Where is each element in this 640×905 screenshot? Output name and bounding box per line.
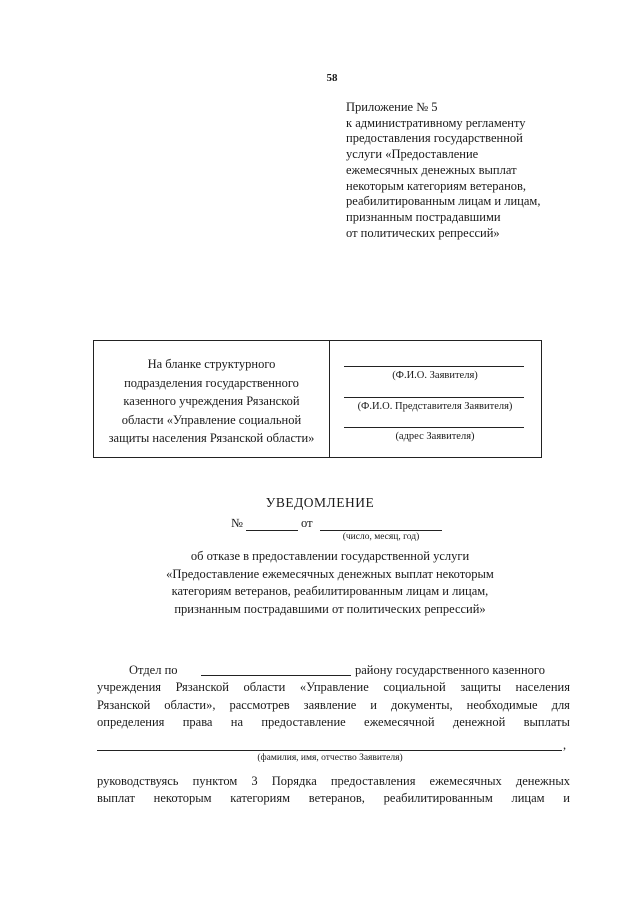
applicant-name-line bbox=[344, 366, 524, 367]
from-label: от bbox=[301, 516, 313, 530]
appendix-heading bbox=[346, 100, 596, 241]
appendix-line: услуги «Предоставление bbox=[346, 147, 479, 162]
appendix-line: предоставления государственной bbox=[346, 131, 523, 146]
appendix-line: признанным пострадавшими bbox=[346, 209, 501, 224]
district-text: району государственного казенного bbox=[355, 663, 546, 677]
issuer-line: области «Управление социальной bbox=[121, 412, 302, 427]
representative-line bbox=[344, 397, 524, 398]
date-caption: (число, месяц, год) bbox=[342, 532, 420, 542]
issuer-line: На бланке структурного bbox=[147, 357, 276, 371]
subject-line: «Предоставление ежемесячных денежных выплат некоторым bbox=[166, 566, 494, 581]
body-paragraph-2 bbox=[97, 773, 570, 808]
body-line: руководствуясь пунктом 3 Порядка предоставления ежемесячных денежных bbox=[97, 774, 570, 788]
header-table bbox=[93, 340, 542, 458]
address-line bbox=[344, 427, 524, 428]
line-end-comma: , bbox=[563, 738, 567, 752]
applicant-fio-line bbox=[97, 750, 562, 751]
district-blank bbox=[201, 675, 351, 676]
representative-caption: (Ф.И.О. Представителя Заявителя) bbox=[357, 401, 513, 412]
issuer-line: подразделения государственного bbox=[124, 375, 299, 390]
notice-subject bbox=[140, 548, 520, 618]
body-line: выплат некоторым категориям ветеранов, реабилитированным лицам и bbox=[97, 791, 570, 806]
subject-line: категориям ветеранов, реабилитированным лицам и лицам, bbox=[171, 584, 489, 599]
body-paragraph-1 bbox=[97, 662, 570, 731]
number-label: № bbox=[231, 516, 243, 530]
address-caption: (адрес Заявителя) bbox=[395, 431, 475, 442]
department-label: Отдел по bbox=[129, 663, 178, 677]
appendix-line: от политических репрессий» bbox=[346, 225, 500, 240]
applicant-name-caption: (Ф.И.О. Заявителя) bbox=[392, 370, 478, 381]
issuer-line: защиты населения Рязанской области» bbox=[108, 431, 315, 445]
appendix-line: ежемесячных денежных выплат bbox=[346, 162, 517, 177]
body-line: определения права на предоставление ежемесячной денежной выплаты bbox=[97, 714, 570, 729]
subject-line: признанным пострадавшими от политических репрессий» bbox=[174, 601, 486, 616]
issuer-block bbox=[94, 355, 329, 448]
appendix-line: реабилитированным лицам и лицам, bbox=[346, 194, 541, 209]
page-number: 58 bbox=[326, 72, 338, 84]
notice-title: УВЕДОМЛЕНИЕ bbox=[265, 495, 375, 510]
date-blank bbox=[320, 530, 442, 531]
applicant-fio-caption: (фамилия, имя, отчество Заявителя) bbox=[257, 753, 403, 763]
appendix-line: Приложение № 5 bbox=[346, 100, 438, 114]
body-line: учреждения Рязанской области «Управление социальной защиты населения bbox=[97, 680, 570, 695]
subject-line: об отказе в предоставлении государственной услуги bbox=[190, 549, 470, 563]
issuer-line: казенного учреждения Рязанской bbox=[123, 394, 300, 408]
body-line: Рязанской области», рассмотрев заявление и документы, необходимые для bbox=[97, 697, 570, 712]
appendix-line: некоторым категориям ветеранов, bbox=[346, 178, 527, 193]
appendix-line: к административному регламенту bbox=[346, 115, 526, 130]
number-blank bbox=[246, 530, 298, 531]
